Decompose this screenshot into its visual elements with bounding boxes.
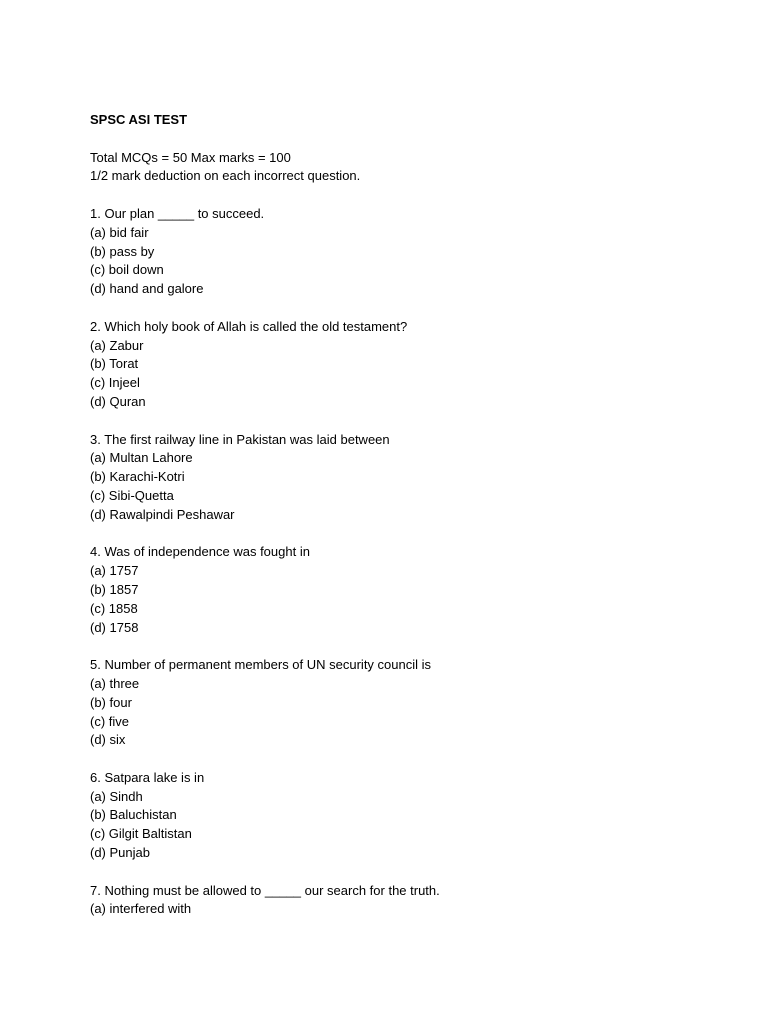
option-a: (a) Sindh	[90, 788, 143, 804]
total-marks-info: Total MCQs = 50 Max marks = 100	[90, 149, 291, 165]
option-a: (a) Multan Lahore	[90, 450, 193, 466]
document-page	[90, 111, 710, 919]
option-c: (c) 1858	[90, 600, 138, 616]
question-text: 2. Which holy book of Allah is called the old testament?	[90, 318, 408, 334]
question-block-3	[90, 431, 710, 525]
spacer	[90, 750, 710, 769]
spacer	[90, 525, 710, 544]
option-b: (b) Torat	[90, 356, 139, 372]
spacer	[90, 130, 710, 149]
question-text: 5. Number of permanent members of UN security council is	[90, 657, 432, 673]
option-d: (d) six	[90, 732, 126, 748]
spacer	[90, 186, 710, 205]
question-block-1	[90, 205, 710, 299]
option-c: (c) Injeel	[90, 375, 140, 391]
spacer	[90, 637, 710, 656]
spacer	[90, 863, 710, 882]
option-a: (a) bid fair	[90, 224, 149, 240]
option-d: (d) Quran	[90, 393, 146, 409]
option-a: (a) three	[90, 675, 140, 691]
question-block-2	[90, 318, 710, 412]
option-a: (a) 1757	[90, 563, 139, 579]
question-block-4	[90, 543, 710, 637]
option-c: (c) boil down	[90, 262, 164, 278]
option-d: (d) 1758	[90, 619, 139, 635]
question-text: 1. Our plan _____ to succeed.	[90, 205, 265, 221]
option-b: (b) Karachi-Kotri	[90, 469, 185, 485]
option-c: (c) Sibi-Quetta	[90, 487, 174, 503]
document-title: SPSC ASI TEST	[90, 112, 188, 127]
option-c: (c) five	[90, 713, 129, 729]
question-text: 7. Nothing must be allowed to _____ our search for the truth.	[90, 882, 440, 898]
question-text: 4. Was of independence was fought in	[90, 544, 310, 560]
deduction-info: 1/2 mark deduction on each incorrect question.	[90, 168, 361, 184]
option-d: (d) Punjab	[90, 845, 150, 861]
spacer	[90, 412, 710, 431]
option-a: (a) Zabur	[90, 337, 144, 353]
option-d: (d) Rawalpindi Peshawar	[90, 506, 235, 522]
option-a: (a) interfered with	[90, 901, 192, 917]
question-block-6	[90, 769, 710, 863]
spacer	[90, 299, 710, 318]
option-b: (b) pass by	[90, 243, 155, 259]
option-d: (d) hand and galore	[90, 281, 204, 297]
question-block-5	[90, 656, 710, 750]
question-text: 3. The first railway line in Pakistan was laid between	[90, 431, 390, 447]
question-block-7	[90, 882, 710, 920]
question-text: 6. Satpara lake is in	[90, 769, 205, 785]
option-c: (c) Gilgit Baltistan	[90, 826, 192, 842]
option-b: (b) 1857	[90, 581, 139, 597]
option-b: (b) four	[90, 694, 132, 710]
option-b: (b) Baluchistan	[90, 807, 177, 823]
